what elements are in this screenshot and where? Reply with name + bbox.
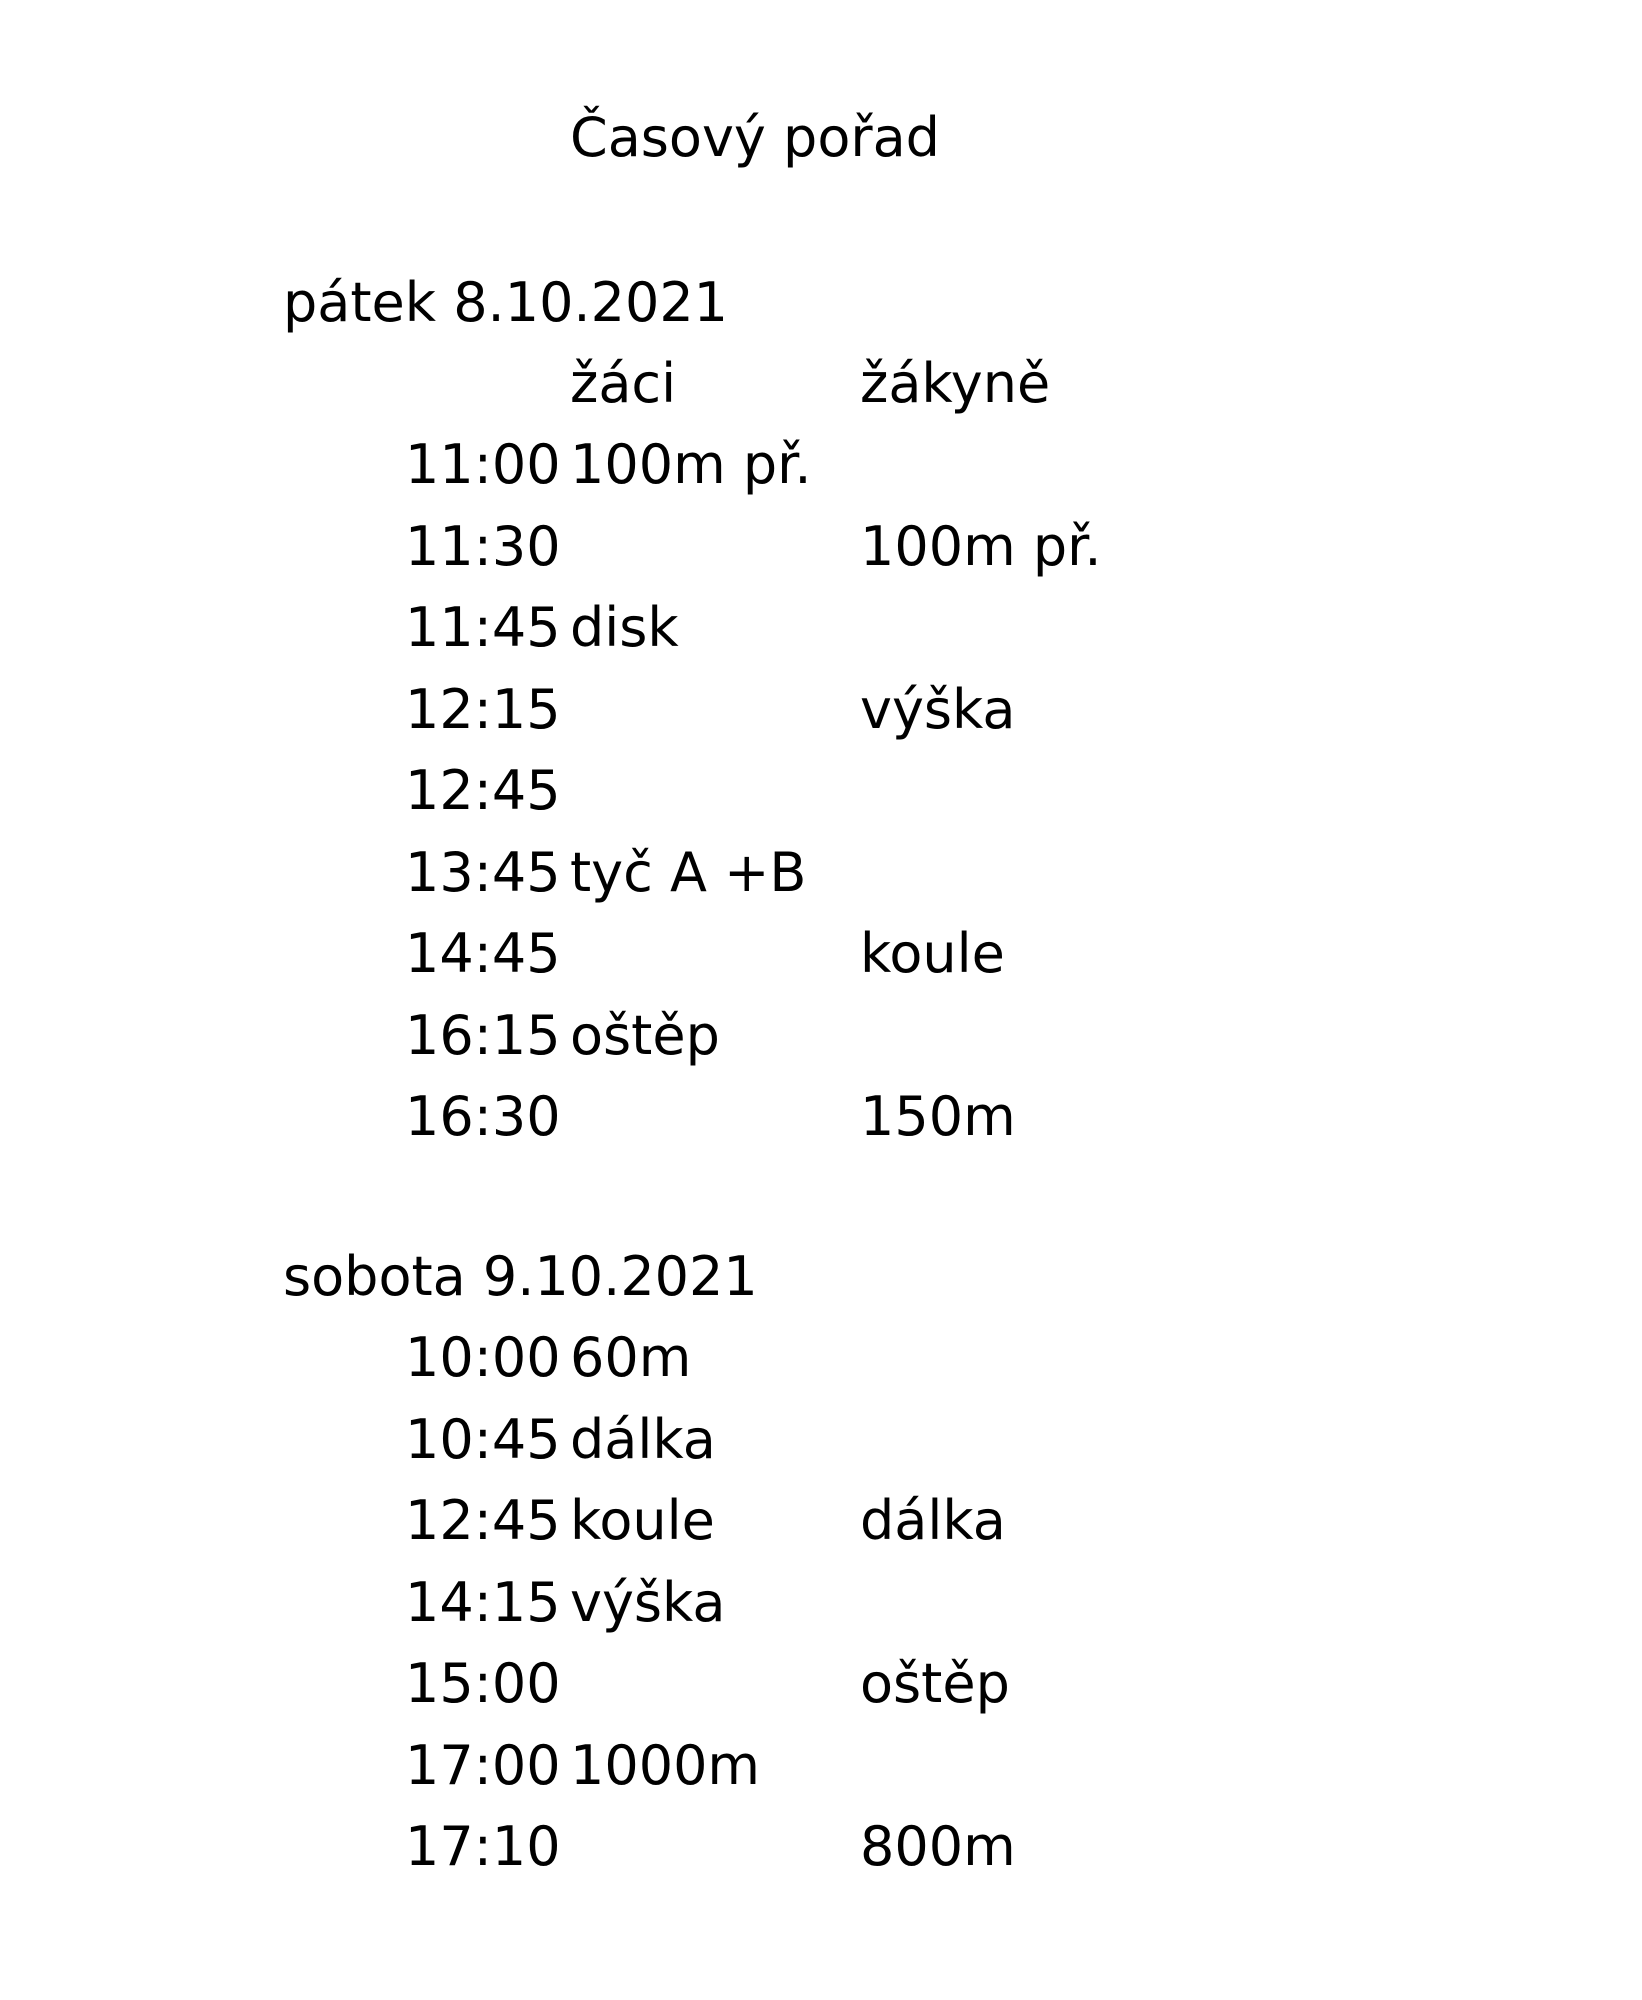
row-girls-event: 800m	[860, 1815, 1016, 1878]
schedule-row	[0, 425, 1642, 507]
schedule-row	[0, 996, 1642, 1078]
row-boys-event: 1000m	[570, 1733, 761, 1797]
schedule-row	[0, 751, 1642, 833]
schedule-row	[0, 1077, 1642, 1159]
row-time: 12:15	[405, 677, 561, 741]
schedule-list-saturday	[0, 1318, 1642, 1889]
schedule-row	[0, 1400, 1642, 1482]
day-heading-saturday: sobota 9.10.2021	[283, 1245, 758, 1308]
row-boys-event: výška	[570, 1570, 726, 1634]
row-time: 14:45	[405, 922, 561, 985]
row-time: 10:45	[405, 1407, 561, 1471]
schedule-row	[0, 914, 1642, 996]
day-heading-friday: pátek 8.10.2021	[283, 271, 729, 334]
column-header-boys: žáci	[570, 352, 677, 415]
schedule-row	[0, 588, 1642, 670]
schedule-row	[0, 1807, 1642, 1889]
row-time: 12:45	[405, 1489, 561, 1552]
row-time: 17:00	[405, 1733, 561, 1797]
row-time: 11:45	[405, 596, 561, 659]
row-boys-event: koule	[570, 1489, 715, 1552]
schedule-row	[0, 1481, 1642, 1563]
page-title: Časový pořad	[570, 106, 940, 169]
row-girls-event: koule	[860, 922, 1005, 985]
row-girls-event: 150m	[860, 1085, 1016, 1148]
schedule-row	[0, 670, 1642, 752]
row-time: 12:45	[405, 759, 561, 822]
row-time: 13:45	[405, 840, 561, 904]
row-boys-event: 100m př.	[570, 433, 812, 496]
row-time: 14:15	[405, 1570, 561, 1634]
schedule-row	[0, 1563, 1642, 1645]
row-girls-event: dálka	[860, 1489, 1006, 1552]
schedule-row	[0, 1318, 1642, 1400]
row-time: 10:00	[405, 1326, 561, 1389]
row-time: 17:10	[405, 1815, 561, 1878]
row-boys-event: 60m	[570, 1326, 692, 1389]
row-time: 11:00	[405, 433, 561, 496]
schedule-list-friday	[0, 425, 1642, 1159]
row-girls-event: oštěp	[860, 1652, 1010, 1715]
row-time: 16:30	[405, 1085, 561, 1148]
row-boys-event: disk	[570, 596, 679, 659]
row-time: 11:30	[405, 514, 561, 578]
row-time: 16:15	[405, 1003, 561, 1067]
row-girls-event: výška	[860, 677, 1016, 741]
schedule-row	[0, 507, 1642, 589]
row-boys-event: oštěp	[570, 1003, 720, 1067]
schedule-row	[0, 833, 1642, 915]
row-time: 15:00	[405, 1652, 561, 1715]
column-header-girls: žákyně	[860, 352, 1051, 415]
schedule-row	[0, 1644, 1642, 1726]
row-boys-event: dálka	[570, 1407, 716, 1471]
row-boys-event: tyč A +B	[570, 840, 807, 904]
row-girls-event: 100m př.	[860, 514, 1102, 578]
schedule-row	[0, 1726, 1642, 1808]
